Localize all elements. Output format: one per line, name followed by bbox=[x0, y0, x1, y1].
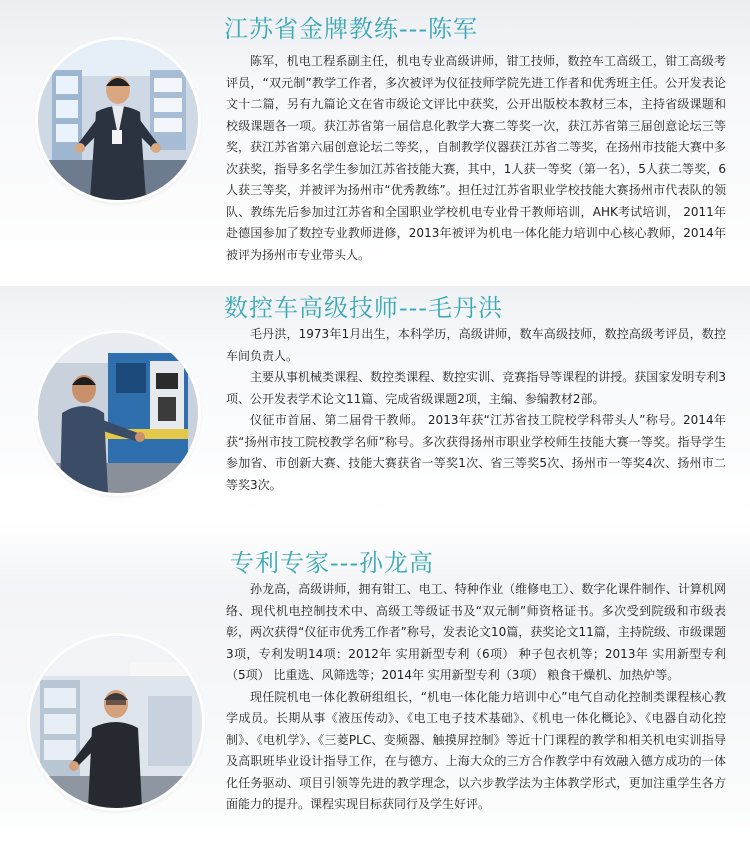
bio-paragraph: 现任院机电一体化教研组组长，“机电一体化能力培训中心”电气自动化控制类课程核心教学成员。长期从事《液压传动》、《电工电子技术基础》、《机电一体化概论》、《电器自动化控制》、《电机学》、《三菱PLC、变频器、触摸屏控制》等近十门课程的教学和相关机电实训指导及高职班毕业设计指导工作，在与德方、上海大众的三方合作教学中有效融入德方成功的一体化任务驱动、项目引领等先进的教学理念，以六步教学法为主体教学形式，更加注重学生各方面能力的提升。课程实现目标获同行及学生好评。 bbox=[226, 689, 726, 811]
profile-photo-sun-longgao bbox=[30, 636, 202, 808]
teacher-machine-photo bbox=[38, 333, 198, 493]
bio-paragraph: 主要从事机械类课程、数控类课程、数控实训、竞赛指导等课程的讲授。获国家发明专利3项、公开发表学术论文11篇、完成省级课题2项，主编、参编教材2部。 bbox=[226, 370, 726, 406]
profile-bio-mao-danhong bbox=[226, 324, 726, 496]
profile-photo-mao-danhong bbox=[38, 333, 198, 493]
profile-photo-chen-jun bbox=[38, 40, 198, 200]
bio-paragraph: 仪征市首届、第二届骨干教师。 2013年获“江苏省技工院校学科带头人”称号。2014年获“扬州市技工院校教学名师”称号。多次获得扬州市职业学校师生技能大赛一等奖。指导学生参加省、市创新大赛、技能大赛获省一等奖1次、省三等奖5次、扬州市一等奖4次、扬州市二等奖3次。 bbox=[226, 413, 726, 492]
profile-bio-chen-jun bbox=[226, 51, 726, 266]
bio-paragraph: 陈军，机电工程系副主任，机电专业高级讲师，钳工技师，数控车工高级工，钳工高级考评员，“双元制”教学工作者，多次被评为仪征技师学院先进工作者和优秀班主任。公开发表论文十二篇，另有九篇论文在省市级论文评比中获奖，公开出版校本教材三本，主持省级课题和校级课题各一项。获江苏省第一届信息化教学大赛二等奖一次，获江苏省第三届创意论坛三等奖，获江苏省第六届创意论坛二等奖，，自制教学仪器获江苏省二等奖，在扬州市技能大赛中多次获奖，指导多名学生参加江苏省技能大赛，其中，1人获一等奖（第一名），5人获二等奖，6人获三等奖，并被评为扬州市“优秀教练”。担任过江苏省职业学校技能大赛扬州市代表队的领队、教练先后参加过江苏省和全国职业学校机电专业骨干教师培训，AHK考试培训， 2011年赴德国参加了数控专业教师进修，2013年被评为机电一体化能力培训中心核心教师，2014年被评为扬州市专业带头人。 bbox=[226, 54, 726, 262]
profile-bio-sun-longgao bbox=[226, 579, 726, 816]
bio-paragraph: 孙龙高，高级讲师，拥有钳工、电工、特种作业（维修电工）、数字化课件制作、计算机网络、现代机电控制技术中、高级工等级证书及“双元制”师资格证书。多次受到院级和市级表彰，两次获得“仪征市优秀工作者”称号，发表论文10篇，获奖论文11篇，主持院级、市级课题3项，专利发明14项：2012年 实用新型专利（6项） 种子包衣机等；2013年 实用新型专利（5项） 比重选、风筛选等；2014年 实用新型专利（3项） 粮食干燥机、加热炉等。 bbox=[226, 582, 726, 682]
bio-paragraph: 毛丹洪，1973年1月出生，本科学历，高级讲师，数车高级技师，数控高级考评员，数控车间负责人。 bbox=[226, 327, 726, 363]
teacher-lab-photo bbox=[38, 40, 198, 200]
profile-title-chen-jun: 江苏省金牌教练---陈军 bbox=[224, 15, 478, 43]
profile-title-mao-danhong: 数控车高级技师---毛丹洪 bbox=[224, 294, 503, 322]
profile-title-sun-longgao: 专利专家---孙龙高 bbox=[230, 549, 434, 577]
teacher-lab-photo bbox=[30, 636, 202, 808]
